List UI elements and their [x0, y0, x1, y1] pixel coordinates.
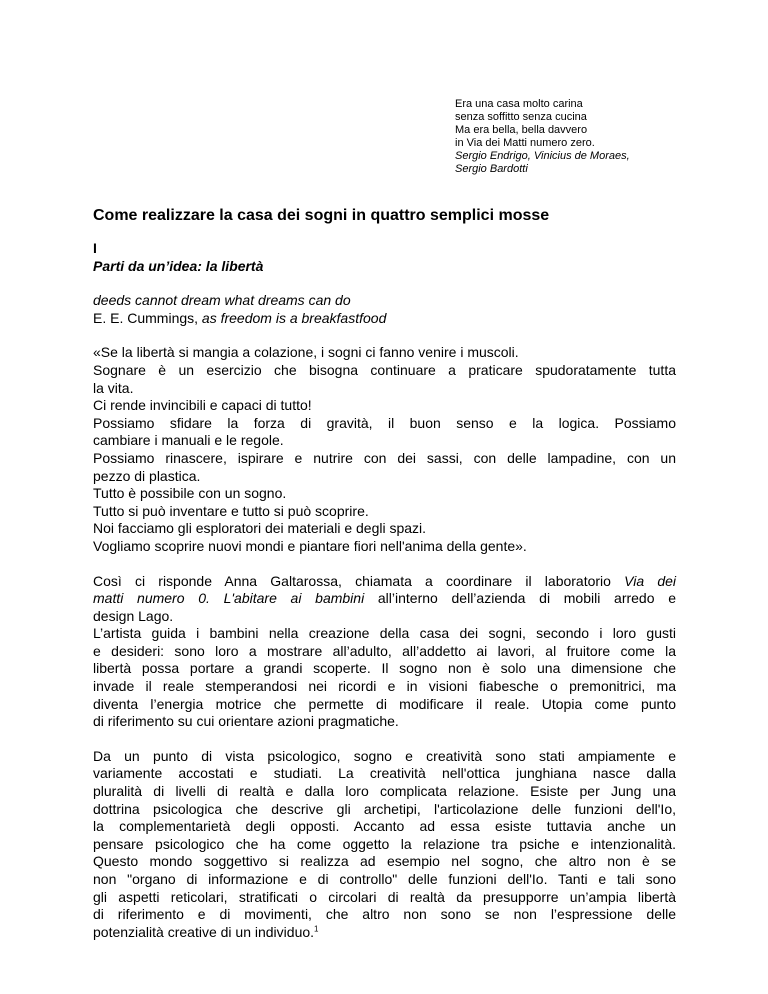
quote-author: E. E. Cummings,: [93, 309, 202, 326]
paragraph-line: «Se la libertà si mangia a colazione, i sogni ci fanno venire i muscoli.: [93, 344, 519, 361]
paragraph-line: cambiare i manuali e le regole.: [93, 432, 284, 449]
paragraph-line: non "organo di informazione e di controllo" delle funzioni dell'Io. Tanti e tali sono: [93, 871, 676, 887]
paragraph-1: [93, 344, 676, 555]
paragraph-line: invade il reale stemperandosi nei ricordi e in visioni fiabesche o premonitrici, ma: [93, 678, 676, 695]
paragraph-line: Possiamo rinascere, ispirare e nutrire con dei sassi, con delle lampadine, con un: [93, 449, 676, 466]
paragraph-line: Vogliamo scoprire nuovi mondi e piantare fiori nell'anima della gente».: [93, 537, 527, 554]
lab-title: Via dei: [624, 572, 676, 589]
text-run: potenzialità creative di un individuo.: [93, 923, 315, 940]
quote-text: deeds cannot dream what dreams can do: [93, 292, 351, 309]
paragraph-line: Questo mondo soggettivo si realizza ad esempio nel sogno, che altro non è se: [93, 853, 676, 870]
paragraph-2: [93, 573, 676, 731]
paragraph-line: [93, 590, 676, 608]
lab-title: matti numero 0. L'abitare ai bambini: [93, 590, 365, 607]
quote-work: as freedom is a breakfastfood: [201, 309, 387, 326]
paragraph-line: Ci rende invincibili e capaci di tutto!: [93, 397, 312, 414]
paragraph-line: Noi facciamo gli esploratori dei materiali e degli spazi.: [93, 520, 427, 537]
paragraph-line: libertà possa portare a grandi scoperte. Il sogno non è solo una dimensione che: [93, 660, 676, 677]
paragraph-line: Possiamo sfidare la forza di gravità, il buon senso e la logica. Possiamo: [93, 414, 676, 431]
epigraph-author: Sergio Bardotti: [455, 163, 528, 175]
section-number: I: [93, 240, 97, 256]
document-title: Come realizzare la casa dei sogni in quattro semplici mosse: [93, 207, 550, 224]
text-run: Così ci risponde Anna Galtarossa, chiamata a coordinare il laboratorio: [93, 572, 625, 589]
paragraph-line: pensare psicologico che ha come oggetto la relazione tra psiche e intenzionalità.: [93, 835, 676, 852]
epigraph: [455, 98, 695, 176]
epigraph-line: Ma era bella, bella davvero: [455, 124, 588, 136]
paragraph-line: e desideri: sono loro a mostrare all’adulto, all’addetto ai lavori, al fruitore come la: [93, 642, 676, 659]
section-heading: Parti da un’idea: la libertà: [93, 257, 264, 274]
paragraph-line: la vita.: [93, 379, 134, 396]
paragraph-line: design Lago.: [93, 607, 174, 624]
paragraph-line: gli aspetti reticolari, stratificati o circolari di realtà da presupporre un’ampia libertà: [93, 888, 676, 905]
paragraph-line: Da un punto di vista psicologico, sogno e creatività sono stati ampiamente e: [93, 747, 676, 764]
paragraph-line: variamente accostati e studiati. La creatività nell'ottica junghiana nasce dalla: [93, 765, 676, 782]
paragraph-line: L’artista guida i bambini nella creazione della casa dei sogni, secondo i loro gusti: [93, 625, 676, 642]
epigraph-line: in Via dei Matti numero zero.: [455, 137, 595, 149]
paragraph-line: pluralità di livelli di realtà e dalla loro complicata relazione. Esiste per Jung una: [93, 783, 676, 800]
paragraph-line: dottrina psicologica che descrive gli archetipi, l'articolazione delle funzioni dell'Io,: [93, 800, 676, 817]
footnote-marker[interactable]: 1: [314, 924, 319, 934]
epigraph-line: Era una casa molto carina: [455, 98, 583, 110]
paragraph-line: [93, 924, 676, 942]
paragraph-line: la complementarietà degli opposti. Accanto ad essa esiste tuttavia anche un: [93, 818, 676, 835]
paragraph-line: Tutto è possibile con un sogno.: [93, 485, 287, 502]
paragraph-line: diventa l’energia motrice che permette di modificare il reale. Utopia come punto: [93, 695, 676, 712]
paragraph-line: Sognare è un esercizio che bisogna continuare a praticare spudoratamente tutta: [93, 361, 676, 378]
epigraph-line: senza soffitto senza cucina: [455, 111, 587, 123]
paragraph-line: di riferimento e di movimenti, che altro non sono se non l’espressione delle: [93, 906, 676, 923]
text-run: all’interno dell’azienda di mobili arredo e: [364, 590, 676, 607]
quote-attribution: [93, 310, 676, 328]
paragraph-line: Tutto si può inventare e tutto si può scoprire.: [93, 502, 369, 519]
paragraph-line: di riferimento su cui orientare azioni pragmatiche.: [93, 713, 399, 730]
document-body: [93, 240, 676, 941]
paragraph-line: [93, 573, 676, 591]
epigraph-author: Sergio Endrigo, Vinicius de Moraes,: [455, 150, 630, 162]
paragraph-line: pezzo di plastica.: [93, 467, 201, 484]
paragraph-3: [93, 748, 676, 942]
